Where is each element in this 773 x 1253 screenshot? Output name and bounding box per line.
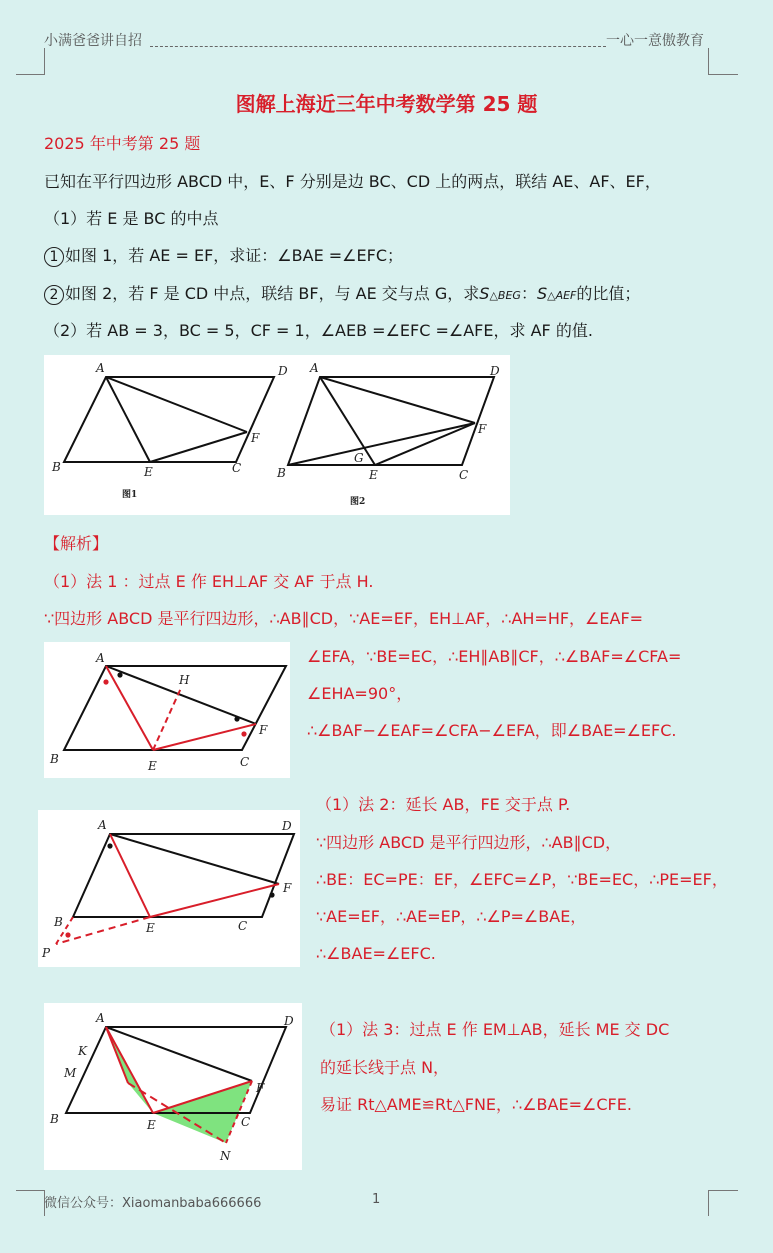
- method-1-line-2: ∠EFA，∵BE=EC，∴EH∥AB∥CF，∴∠BAF=∠CFA=: [307, 647, 682, 666]
- fig1-segment-ae: [106, 377, 150, 462]
- svg-text:E: E: [148, 759, 157, 773]
- svg-text:H: H: [179, 673, 190, 687]
- fig1-label-e: E: [144, 465, 153, 479]
- analysis-heading: 【解析】: [44, 534, 109, 553]
- fig2-label-a: A: [310, 361, 319, 375]
- svg-text:E: E: [147, 1118, 156, 1132]
- svg-text:C: C: [238, 919, 248, 933]
- method-1-figure: [44, 642, 290, 778]
- fig2-label-b: B: [277, 466, 286, 480]
- svg-text:A: A: [96, 651, 105, 665]
- m2-segment-ae: [110, 834, 150, 917]
- method-1-line-4: ∴∠BAF−∠EAF=∠CFA−∠EFA，即∠BAE=∠EFC.: [307, 721, 677, 740]
- m2-segment-ef: [150, 884, 279, 917]
- figure-1-2-diagram: [44, 355, 510, 515]
- fig2-label-g: G: [354, 451, 364, 465]
- fig1-label-c: C: [232, 461, 242, 475]
- corner-mark-tl: [44, 48, 45, 74]
- svg-text:F: F: [259, 723, 268, 737]
- fig2-parallelogram: [288, 377, 494, 465]
- method-1-line-3: ∠EHA=90°，: [307, 684, 413, 703]
- corner-mark-bl-h: [16, 1190, 45, 1191]
- fig1-label-f: F: [251, 431, 260, 445]
- method-1-title: （1）法 1 ：过点 E 作 EH⊥AF 交 AF 于点 H.: [44, 572, 374, 591]
- svg-text:C: C: [241, 1115, 251, 1129]
- method-3-line-1: （1）法 3：过点 E 作 EM⊥AB，延长 ME 交 DC: [320, 1020, 670, 1039]
- fig2-segment-af: [320, 377, 475, 423]
- fig1-label-b: B: [52, 460, 61, 474]
- method-3-line-2: 的延长线于点 N，: [320, 1058, 450, 1077]
- corner-mark-tr-h: [708, 74, 738, 75]
- svg-text:B: B: [54, 915, 63, 929]
- circled-number: 2: [44, 285, 64, 305]
- method-2-line-5: ∴∠BAE=∠EFC.: [316, 944, 436, 963]
- fig1-segment-ef: [150, 432, 247, 462]
- corner-mark-tl-h: [16, 74, 45, 75]
- svg-text:N: N: [220, 1149, 231, 1163]
- method-2-line-3: ∴BE：EC=PE：EF，∠EFC=∠P，∵BE=EC，∴PE=EF，: [316, 870, 728, 889]
- svg-text:E: E: [146, 921, 155, 935]
- svg-text:B: B: [50, 1112, 59, 1126]
- svg-text:F: F: [256, 1081, 265, 1095]
- fig2-segment-ef: [375, 423, 475, 465]
- page-title: 图解上海近三年中考数学第 25 题: [235, 92, 538, 116]
- method-2-line-1: （1）法 2：延长 AB，FE 交于点 P.: [316, 795, 571, 814]
- corner-mark-tr: [708, 48, 709, 74]
- svg-text:M: M: [64, 1066, 77, 1080]
- svg-text:A: A: [96, 1011, 105, 1025]
- circled-number: 1: [44, 247, 64, 267]
- fig2-label-d: D: [490, 364, 500, 378]
- fig1-parallelogram: [64, 377, 274, 462]
- fig1-caption: 图1: [122, 490, 138, 500]
- fig2-segment-bf: [288, 423, 475, 465]
- question-2: （2）若 AB = 3，BC = 5，CF = 1，∠AEB =∠EFC =∠AFE，求 AF 的值.: [44, 321, 593, 340]
- m1-segment-eh: [153, 688, 181, 750]
- method-1-line-1: ∵四边形 ABCD 是平行四边形，∴AB∥CD，∵AE=EF，EH⊥AF，∴AH=HF，∠EAF=: [44, 609, 644, 628]
- method-2-line-2: ∵四边形 ABCD 是平行四边形，∴AB∥CD，: [316, 833, 622, 852]
- section-heading: 2025 年中考第 25 题: [44, 134, 201, 153]
- method-2-figure: [38, 810, 300, 967]
- corner-mark-br-h: [708, 1190, 738, 1191]
- corner-mark-br: [708, 1190, 709, 1216]
- footer-wechat: 微信公众号：Xiaomanbaba666666: [44, 1196, 262, 1211]
- header-divider: [150, 46, 606, 47]
- header-right: 一心一意傲教育: [606, 33, 704, 49]
- svg-text:F: F: [283, 881, 292, 895]
- problem-figures: [44, 355, 510, 515]
- fig2-label-c: C: [459, 468, 469, 482]
- svg-text:B: B: [50, 752, 59, 766]
- svg-text:D: D: [284, 1014, 294, 1028]
- fig1-label-d: D: [278, 364, 288, 378]
- question-1b: 2 如图 2，若 F 是 CD 中点，联结 BF，与 AE 交与点 G，求S△BEG：S△AEF的比值；: [44, 282, 640, 308]
- fig2-caption: 图2: [350, 497, 366, 507]
- fig1-label-a: A: [96, 361, 105, 375]
- m1-segment-ae: [106, 666, 153, 750]
- question-1: （1）若 E 是 BC 的中点: [44, 209, 219, 228]
- method-2-line-4: ∵AE=EF，∴AE=EP，∴∠P=∠BAE，: [316, 907, 587, 926]
- svg-text:P: P: [42, 946, 51, 960]
- fig2-label-f: F: [478, 422, 487, 436]
- question-1a: 1 如图 1，若 AE = EF，求证：∠BAE =∠EFC；: [44, 244, 403, 268]
- header-left: 小满爸爸讲自招: [44, 33, 142, 49]
- method-3-line-3: 易证 Rt△AME≌Rt△FNE，∴∠BAE=∠CFE.: [320, 1095, 632, 1114]
- svg-text:C: C: [240, 755, 250, 769]
- svg-text:D: D: [282, 819, 292, 833]
- svg-text:A: A: [98, 818, 107, 832]
- svg-text:K: K: [78, 1044, 87, 1058]
- problem-intro: 已知在平行四边形 ABCD 中，E、F 分别是边 BC、CD 上的两点，联结 AE、AF、EF，: [44, 172, 661, 191]
- method-3-figure: [44, 1003, 302, 1170]
- fig2-label-e: E: [369, 468, 378, 482]
- fig1-segment-af: [106, 377, 247, 432]
- page-number: 1: [372, 1192, 381, 1207]
- m1-segment-ef: [153, 724, 256, 750]
